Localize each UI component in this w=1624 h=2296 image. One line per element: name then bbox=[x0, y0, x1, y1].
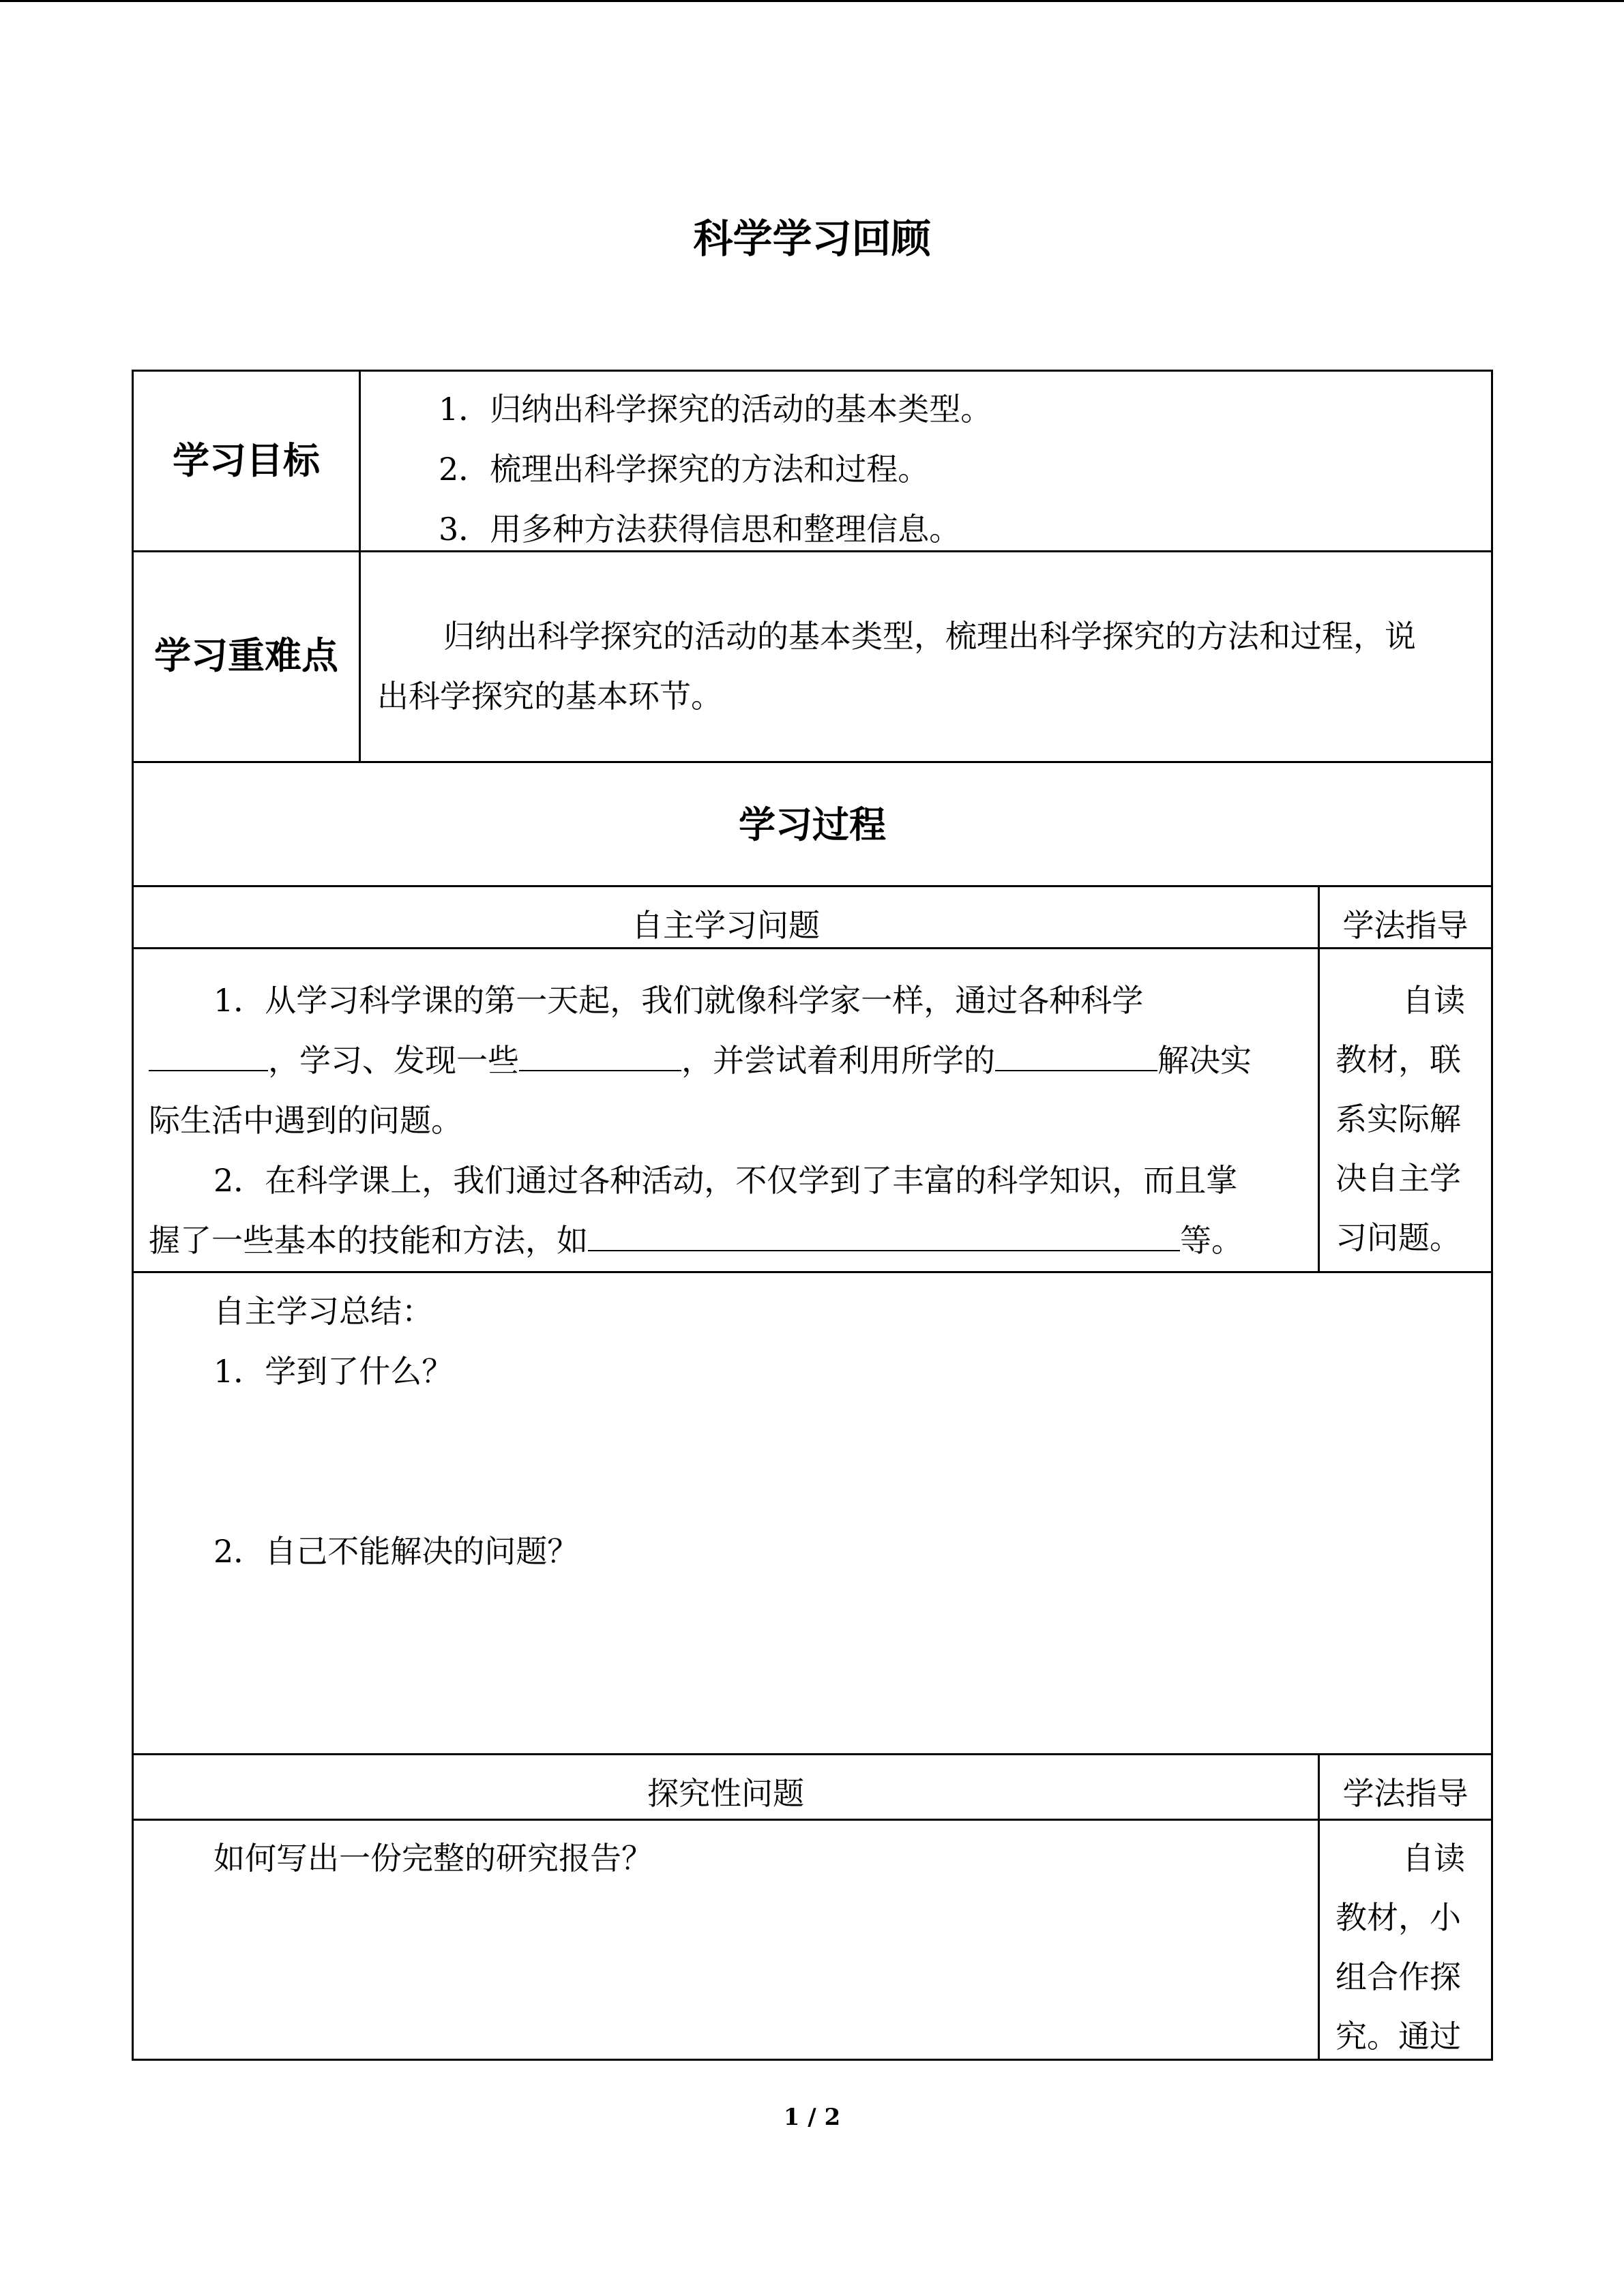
table-bottom-border bbox=[132, 2059, 1493, 2061]
objectives-label: 学习目标 bbox=[173, 439, 320, 482]
guide-line: 自读 bbox=[1402, 982, 1465, 1019]
fill-blank[interactable] bbox=[149, 1039, 268, 1071]
key-points-label: 学习重难点 bbox=[154, 634, 338, 677]
key-points-text: 归纳出科学探究的活动的基本类型，梳理出科学探究的方法和过程，说 bbox=[443, 618, 1416, 655]
table-top-border bbox=[132, 370, 1493, 372]
objective-item: 1．归纳出科学探究的活动的基本类型。 bbox=[439, 391, 992, 428]
row-divider bbox=[132, 1753, 1493, 1755]
fill-blank[interactable] bbox=[995, 1039, 1157, 1071]
row-divider bbox=[132, 1271, 1493, 1273]
row-divider bbox=[132, 1819, 1493, 1821]
page-title: 科学学习回顾 bbox=[693, 215, 931, 262]
summary-question: 2．自己不能解决的问题？ bbox=[213, 1533, 579, 1570]
guide-line: 决自主学 bbox=[1335, 1160, 1461, 1197]
guide-header: 学法指导 bbox=[1342, 907, 1468, 944]
process-heading: 学习过程 bbox=[739, 803, 886, 846]
key-points-text: 出科学探究的基本环节。 bbox=[377, 678, 722, 715]
guide-line: 教材，小 bbox=[1335, 1899, 1461, 1936]
self-study-header: 自主学习问题 bbox=[632, 907, 820, 944]
question-2-line: 握了一些基本的技能和方法，如 等。 bbox=[149, 1217, 1243, 1264]
objective-item: 3．用多种方法获得信思和整理信息。 bbox=[439, 511, 961, 548]
fill-blank[interactable] bbox=[588, 1219, 1180, 1251]
question-2-line: 2．在科学课上，我们通过各种活动，不仅学到了丰富的科学知识，而且掌 bbox=[213, 1162, 1238, 1199]
table-right-border bbox=[1491, 370, 1493, 2061]
guide-line: 系实际解 bbox=[1335, 1101, 1461, 1137]
row-divider bbox=[132, 761, 1493, 763]
guide-line: 习问题。 bbox=[1335, 1219, 1461, 1256]
fill-blank[interactable] bbox=[519, 1039, 681, 1071]
inquiry-method-guide bbox=[1335, 1829, 1472, 2066]
guide-line: 组合作探 bbox=[1335, 1958, 1461, 1995]
guide-line: 教材，联 bbox=[1335, 1041, 1461, 1078]
question-1-line: ，学习、发现一些 ，并尝试着利用所学的 解决实 bbox=[149, 1037, 1252, 1084]
page-top-border bbox=[0, 0, 1624, 2]
guide-line: 究。通过 bbox=[1335, 2018, 1461, 2055]
guide-header: 学法指导 bbox=[1342, 1775, 1468, 1812]
inquiry-header: 探究性问题 bbox=[647, 1775, 804, 1812]
study-method-guide bbox=[1335, 971, 1472, 1268]
page-number: 1 / 2 bbox=[783, 2104, 841, 2131]
question-1-line: 1．从学习科学课的第一天起，我们就像科学家一样，通过各种科学 bbox=[213, 982, 1144, 1019]
inquiry-question: 如何写出一份完整的研究报告？ bbox=[213, 1840, 653, 1877]
guide-line: 自读 bbox=[1402, 1840, 1465, 1877]
label-column-divider bbox=[359, 370, 361, 763]
question-1-line: 际生活中遇到的问题。 bbox=[149, 1102, 462, 1139]
summary-title: 自主学习总结： bbox=[213, 1293, 433, 1330]
objective-item: 2．梳理出科学探究的方法和过程。 bbox=[439, 451, 930, 488]
summary-question: 1．学到了什么？ bbox=[213, 1353, 454, 1390]
row-divider bbox=[132, 885, 1493, 887]
